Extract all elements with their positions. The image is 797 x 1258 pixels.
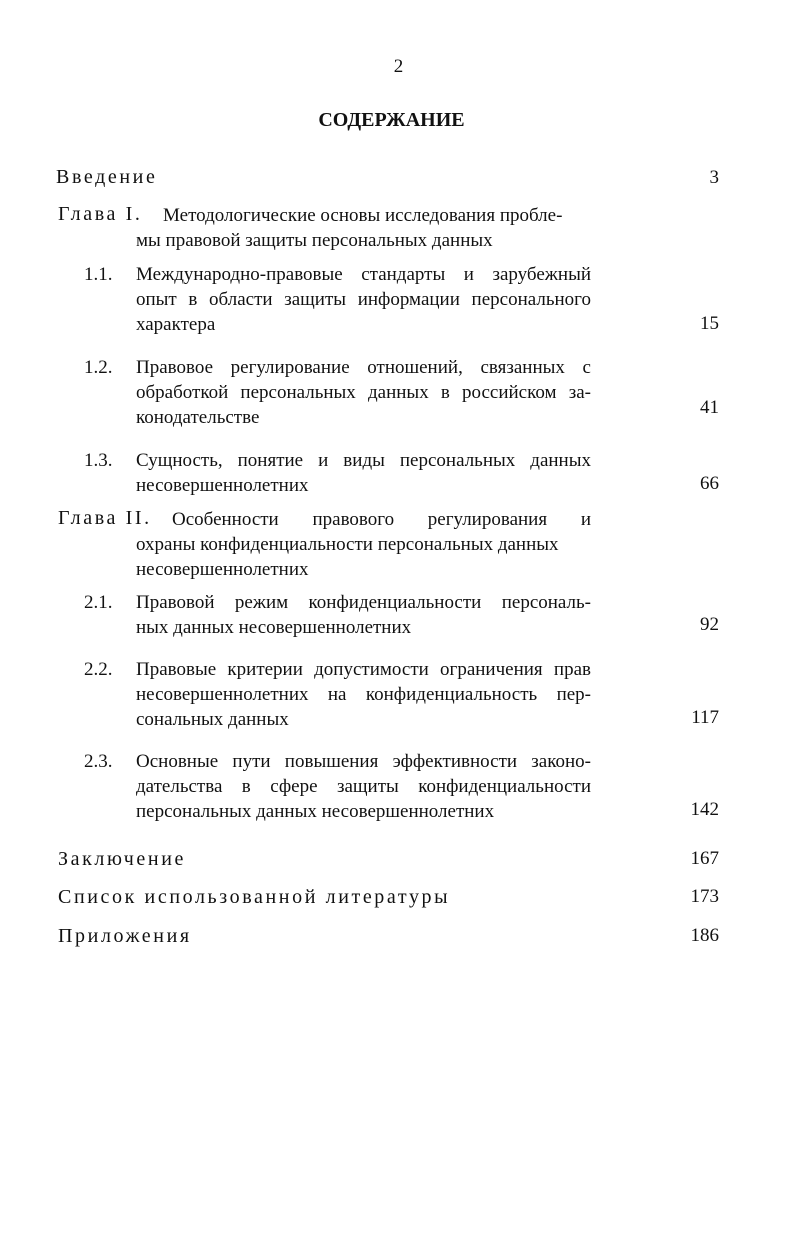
toc-s22-line1: Правовые критерии допустимости ограничения прав	[136, 659, 591, 680]
toc-s11-line3[interactable]: характера	[136, 314, 216, 335]
toc-s21-num: 2.1.	[84, 592, 113, 613]
toc-s22-line2: несовершеннолетних на конфиденциальность пер-	[136, 684, 591, 705]
toc-s23-title[interactable]	[136, 749, 591, 799]
toc-intro-page: 3	[709, 167, 719, 188]
toc-appendices-label[interactable]: Приложения	[58, 925, 192, 947]
toc-s21-title[interactable]	[136, 590, 591, 615]
toc-s11-page: 15	[700, 313, 719, 334]
toc-chapter1-line1[interactable]: Методологические основы исследования пробле-	[163, 205, 563, 226]
toc-appendices-page: 186	[690, 925, 719, 946]
toc-s11-line1: Международно-правовые стандарты и зарубежный	[136, 264, 591, 285]
toc-s23-line1: Основные пути повышения эффективности законо-	[136, 751, 591, 772]
toc-chapter2-line2[interactable]: охраны конфиденциальности персональных данных	[136, 534, 559, 555]
toc-references-page: 173	[690, 886, 719, 907]
toc-s13-page: 66	[700, 473, 719, 494]
toc-s22-line3[interactable]: сональных данных	[136, 709, 289, 730]
toc-s12-line3[interactable]: конодательстве	[136, 407, 260, 428]
toc-chapter2-line1: Особенности правового регулирования и	[172, 509, 591, 530]
toc-s23-line3[interactable]: персональных данных несовершеннолетних	[136, 801, 495, 822]
toc-chapter2-line3[interactable]: несовершеннолетних	[136, 559, 309, 580]
toc-s21-line2[interactable]: ных данных несовершеннолетних	[136, 617, 412, 638]
toc-s21-page: 92	[700, 614, 719, 635]
toc-s12-line1: Правовое регулирование отношений, связанных с	[136, 357, 591, 378]
toc-s12-num: 1.2.	[84, 357, 113, 378]
toc-s23-line2: дательства в сфере защиты конфиденциальности	[136, 776, 591, 797]
toc-references-label[interactable]: Список использованной литературы	[58, 886, 451, 908]
toc-chapter2-title[interactable]	[172, 507, 591, 532]
toc-conclusion-page: 167	[690, 848, 719, 869]
toc-s22-num: 2.2.	[84, 659, 113, 680]
toc-s11-title[interactable]	[136, 262, 591, 312]
page-title: СОДЕРЖАНИЕ	[318, 109, 465, 131]
toc-s21-line1: Правовой режим конфиденциальности персональ-	[136, 592, 591, 613]
toc-s11-line2: опыт в области защиты информации персонального	[136, 289, 591, 310]
toc-s23-page: 142	[690, 799, 719, 820]
toc-chapter1-prefix: Глава I.	[58, 203, 143, 225]
toc-s13-line1: Сущность, понятие и виды персональных данных	[136, 450, 591, 471]
toc-s13-line2[interactable]: несовершеннолетних	[136, 475, 309, 496]
toc-s13-num: 1.3.	[84, 450, 113, 471]
toc-conclusion-label[interactable]: Заключение	[58, 848, 186, 870]
toc-s12-page: 41	[700, 397, 719, 418]
toc-chapter2-prefix: Глава II.	[58, 507, 152, 529]
toc-intro-label[interactable]: Введение	[56, 166, 158, 188]
toc-s13-title[interactable]	[136, 448, 591, 473]
toc-s12-line2: обработкой персональных данных в российском за-	[136, 382, 591, 403]
toc-s22-page: 117	[691, 707, 719, 728]
toc-s22-title[interactable]	[136, 657, 591, 707]
toc-chapter1-line2[interactable]: мы правовой защиты персональных данных	[136, 230, 493, 251]
toc-s12-title[interactable]	[136, 355, 591, 405]
page-number: 2	[393, 56, 404, 77]
toc-s23-num: 2.3.	[84, 751, 113, 772]
toc-s11-num: 1.1.	[84, 264, 113, 285]
